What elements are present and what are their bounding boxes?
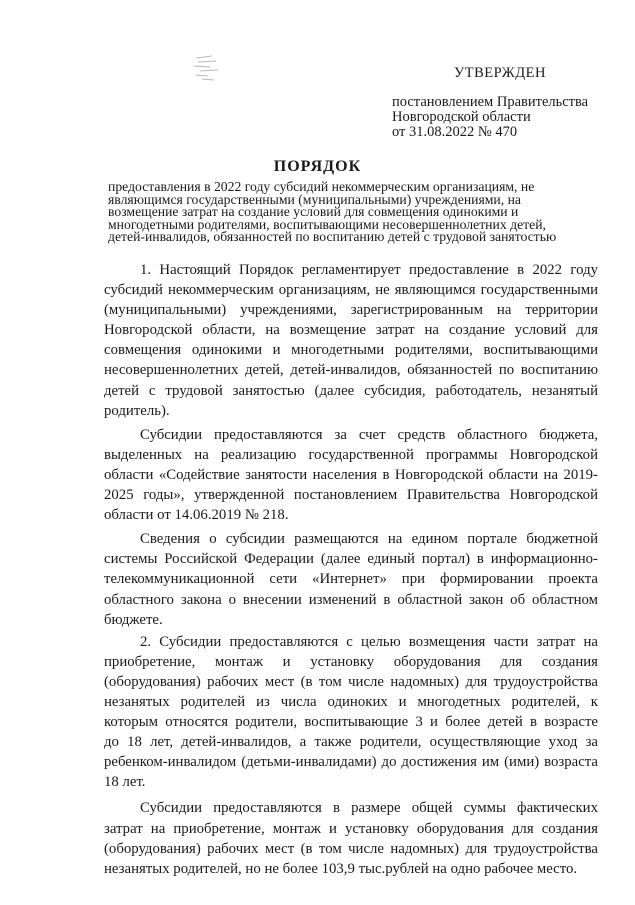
approval-heading: УТВЕРЖДЕН [454,65,546,81]
paragraph-line: областного закона о внесении изменений в областной закон об областном [104,591,598,608]
approval-line: постановлением Правительства [392,94,589,110]
paragraph-line: незанятых родителей из числа одиноких и многодетных родителей, к [104,693,598,710]
paragraph-line: бюджете. [104,611,163,628]
paragraph-line: совмещения одинокими и многодетными родителями, воспитывающими [104,342,598,359]
paragraph-line: Сведения о субсидии размещаются на едином портале бюджетной [140,531,598,548]
paragraph-line: которым относятся родители, воспитывающие 3 и более детей в возрасте [104,714,598,731]
paragraph-line: 2025 годы», утвержденной постановлением Правительства Новгородской [104,487,598,504]
paragraph-line: до 18 лет, детей-инвалидов, а также родители, осуществляющие уход за [104,734,598,751]
document-subtitle [108,179,557,245]
paragraph-line: приобретение, монтаж и установку оборудования для создания [104,653,598,670]
paragraph-line: системы Российской Федерации (далее единый портал) в информационно- [104,551,598,568]
approval-line: от 31.08.2022 № 470 [392,124,518,140]
paragraph-line: 1. Настоящий Порядок регламентирует предоставление в 2022 году [140,262,598,278]
paragraph-line: (оборудования) рабочих мест (в том числе надомных) для трудоустройства [104,673,598,690]
subtitle-line: многодетными родителями, воспитывающими несовершеннолетних детей, [108,216,546,232]
paragraph-line: области от 14.06.2019 № 218. [104,507,289,524]
paragraph-line: 18 лет. [104,774,146,791]
paragraph-1 [104,260,598,421]
paragraph-line: незанятых родителей, но не более 103,9 тыс.рублей на одно рабочее место. [104,860,578,877]
document-title: ПОРЯДОК [273,158,362,175]
paragraph-line: детей с трудовой занятостью (далее субсидия, работодатель, незанятый [104,382,598,399]
document-body [104,260,598,879]
paragraph-4 [104,632,598,793]
approval-block [392,66,588,140]
subtitle-line: детей-инвалидов, обязанностей по воспитанию детей с трудовой занятостью [108,229,557,245]
paragraph-line: области «Содействие занятости населения в Новгородской области на 2019- [104,466,598,483]
paragraph-line: (оборудования) рабочих мест (в том числе надомных) для трудоустройства [104,840,598,857]
paragraph-3 [104,529,598,629]
paragraph-line: 2. Субсидии предоставляются с целью возмещения части затрат на [140,633,598,650]
approval-line: Новгородской области [392,109,531,125]
paragraph-line: затрат на приобретение, монтаж и установку оборудования для создания [104,820,598,837]
faint-stamp-mark [190,50,226,86]
subtitle-line: являющимся государственными (муниципальными) учреждениями, на [108,191,521,207]
subtitle-line: возмещение затрат на создание условий для совмещения одинокими и [108,204,519,220]
subtitle-line: предоставления в 2022 году субсидий некоммерческим организациям, не [108,179,535,194]
paragraph-line: ребенком-инвалидом (детьми-инвалидами) до достижения им (ими) возраста [104,754,598,771]
paragraph-line: телекоммуникационной сети «Интернет» при формировании проекта [104,571,598,588]
paragraph-line: родитель). [104,402,170,419]
paragraph-2 [104,425,598,525]
paragraph-line: субсидий некоммерческим организациям, не являющимся государственными [104,282,598,299]
paragraph-5 [104,798,598,878]
paragraph-line: выделенных на реализацию государственной программы Новгородской [104,446,598,463]
paragraph-line: (муниципальными) учреждениями, зарегистрированным на территории [104,302,598,319]
paragraph-line: Субсидии предоставляются в размере общей суммы фактических [140,800,598,817]
paragraph-line: Новгородской области, на возмещение затрат на создание условий для [104,322,598,339]
paragraph-line: несовершеннолетних детей, детей-инвалидов, обязанностей по воспитанию [104,362,598,379]
paragraph-line: Субсидии предоставляются за счет средств областного бюджета, [140,426,598,443]
